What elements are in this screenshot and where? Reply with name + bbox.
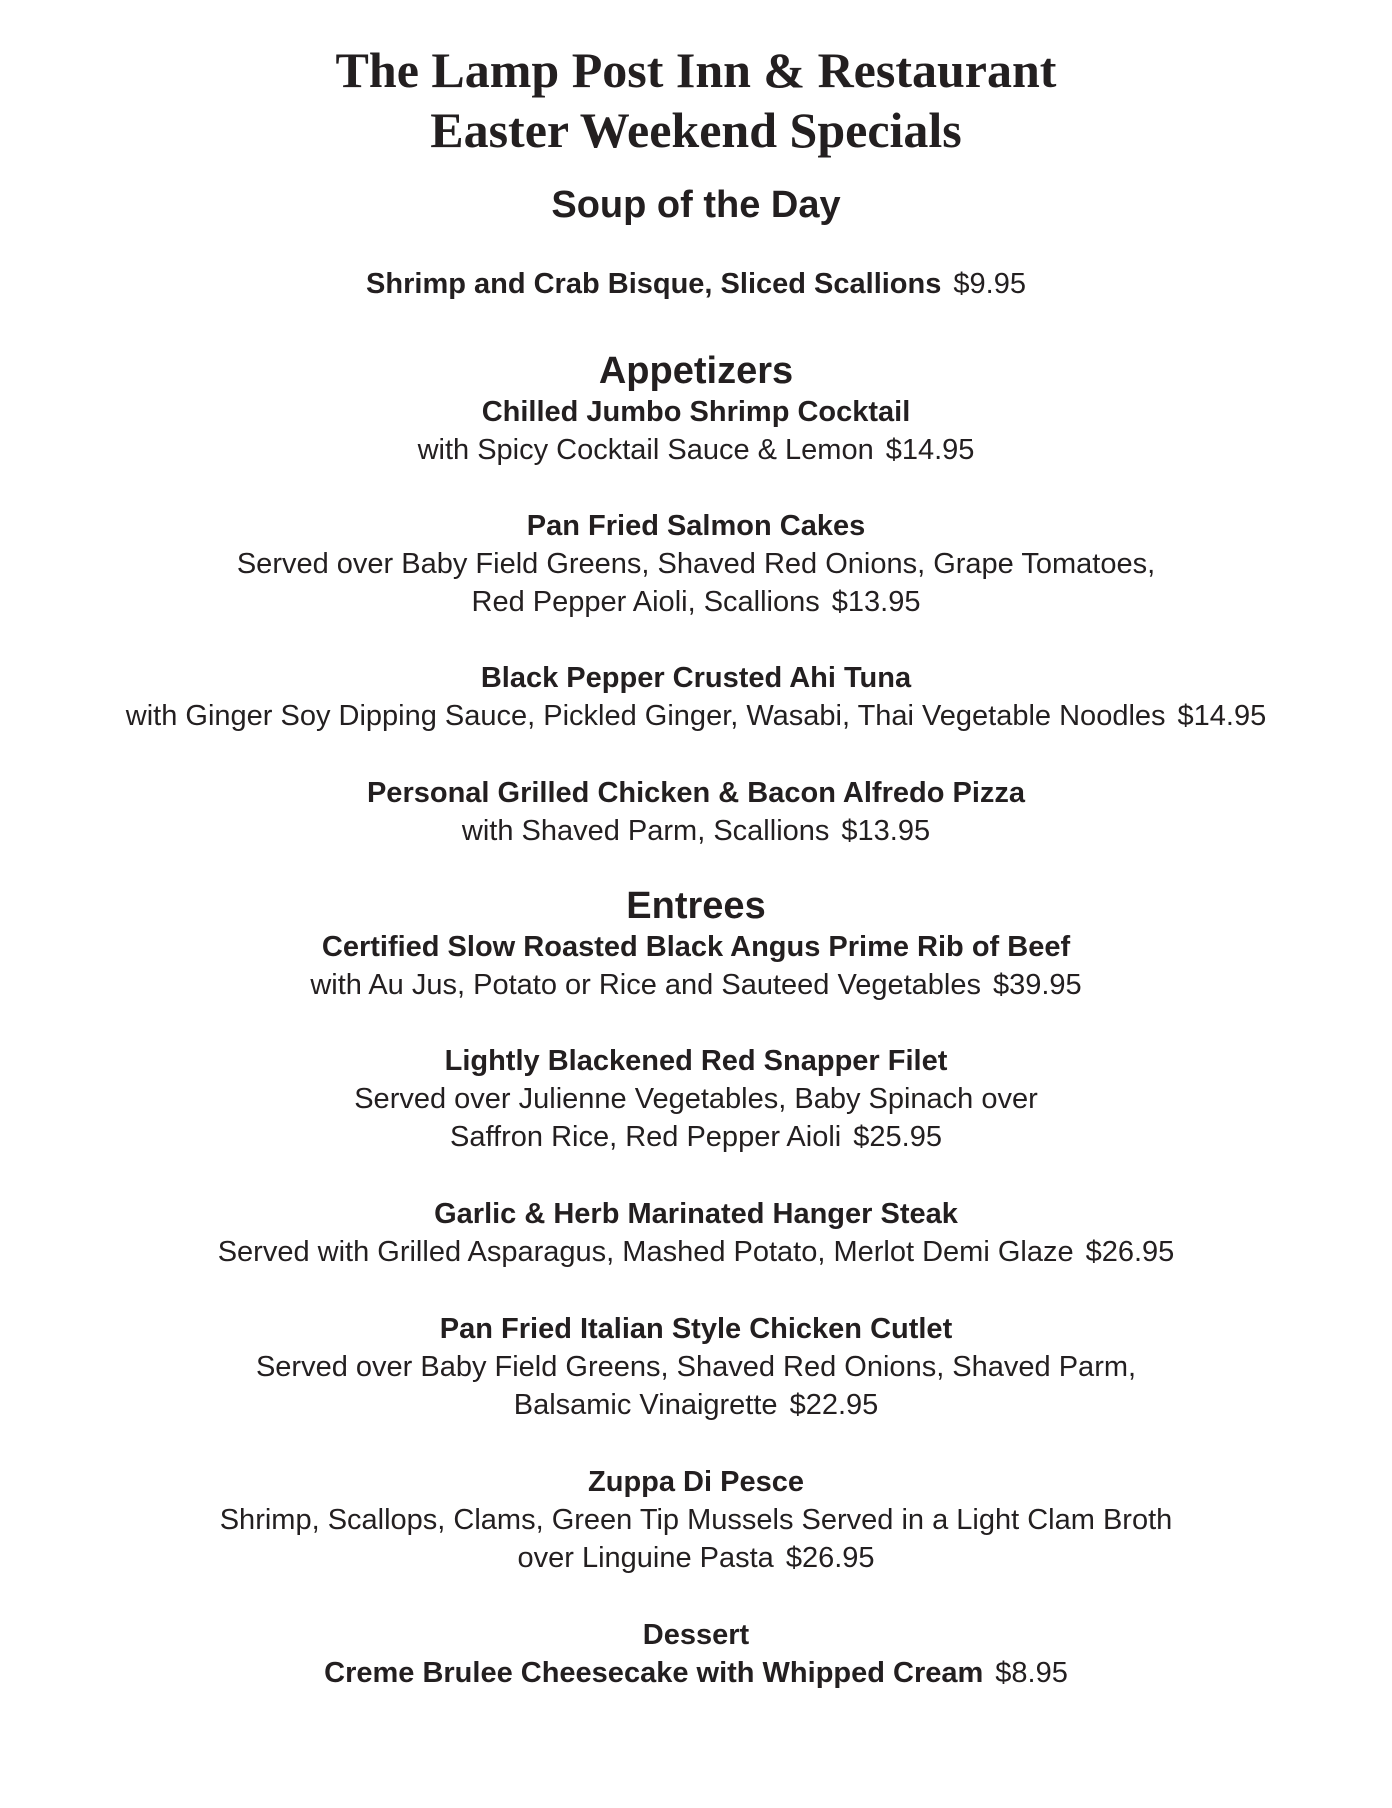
appetizer-desc-line: with Spicy Cocktail Sauce & Lemon [417, 434, 874, 466]
appetizer-name: Black Pepper Crusted Ahi Tuna [480, 662, 912, 694]
entree-price: $25.95 [853, 1121, 942, 1153]
appetizer-desc-line: Served over Baby Field Greens, Shaved Red Onions, Grape Tomatoes, [236, 548, 1156, 580]
dessert-heading: Dessert [642, 1619, 750, 1651]
appetizer-name: Chilled Jumbo Shrimp Cocktail [481, 396, 911, 428]
restaurant-title: The Lamp Post Inn & Restaurant [335, 42, 1057, 98]
entree-desc-line: with Au Jus, Potato or Rice and Sauteed Vegetables [310, 969, 981, 1001]
appetizer-description [0, 583, 1392, 621]
appetizer-desc-line: with Shaved Parm, Scallions [461, 815, 830, 847]
specials-title: Easter Weekend Specials [430, 102, 962, 158]
appetizers-heading: Appetizers [598, 350, 794, 392]
appetizer-description [0, 697, 1392, 735]
entree-price: $26.95 [785, 1542, 875, 1574]
appetizer-desc-line: with Ginger Soy Dipping Sauce, Pickled Ginger, Wasabi, Thai Vegetable Noodles [125, 700, 1166, 732]
entree-desc-line: Served over Julienne Vegetables, Baby Spinach over [354, 1083, 1038, 1115]
entree-desc-line: Served with Grilled Asparagus, Mashed Potato, Merlot Demi Glaze [217, 1236, 1074, 1268]
entree-description [0, 1539, 1392, 1577]
entree-desc-line: Served over Baby Field Greens, Shaved Red Onions, Shaved Parm, [255, 1351, 1137, 1383]
entrees-heading: Entrees [626, 885, 766, 927]
entree-desc-line: Shrimp, Scallops, Clams, Green Tip Mussels Served in a Light Clam Broth [219, 1504, 1173, 1536]
entree-description [0, 1386, 1392, 1424]
entree-name: Certified Slow Roasted Black Angus Prime Rib of Beef [321, 931, 1071, 963]
soup-item-name: Shrimp and Crab Bisque, Sliced Scallions [366, 268, 942, 300]
entree-name: Garlic & Herb Marinated Hanger Steak [434, 1198, 958, 1230]
entree-price: $39.95 [992, 969, 1082, 1001]
appetizer-price: $14.95 [1177, 700, 1267, 732]
entree-desc-line: Balsamic Vinaigrette [513, 1389, 778, 1421]
entree-name: Lightly Blackened Red Snapper Filet [444, 1045, 948, 1077]
soup-item [0, 265, 1392, 303]
dessert-item-price: $8.95 [995, 1657, 1068, 1689]
appetizer-description [0, 812, 1392, 850]
entree-description [0, 966, 1392, 1004]
appetizer-price: $14.95 [885, 434, 975, 466]
entree-price: $22.95 [789, 1389, 879, 1421]
entree-name: Zuppa Di Pesce [588, 1466, 804, 1498]
appetizer-desc-line: Red Pepper Aioli, Scallions [471, 586, 820, 618]
soup-item-price: $9.95 [953, 268, 1026, 300]
appetizer-name: Personal Grilled Chicken & Bacon Alfredo Pizza [366, 777, 1026, 809]
dessert-item [0, 1654, 1392, 1692]
soup-heading: Soup of the Day [551, 184, 841, 226]
appetizer-price: $13.95 [831, 586, 921, 618]
appetizer-price: $13.95 [841, 815, 931, 847]
entree-desc-line: over Linguine Pasta [517, 1542, 774, 1574]
entree-description [0, 1233, 1392, 1271]
appetizer-name: Pan Fried Salmon Cakes [526, 510, 866, 542]
entree-description [0, 1118, 1392, 1156]
entree-desc-line: Saffron Rice, Red Pepper Aioli [450, 1121, 842, 1153]
dessert-item-name: Creme Brulee Cheesecake with Whipped Cream [324, 1657, 984, 1689]
entree-name: Pan Fried Italian Style Chicken Cutlet [439, 1313, 953, 1345]
appetizer-description [0, 431, 1392, 469]
entree-price: $26.95 [1085, 1236, 1175, 1268]
